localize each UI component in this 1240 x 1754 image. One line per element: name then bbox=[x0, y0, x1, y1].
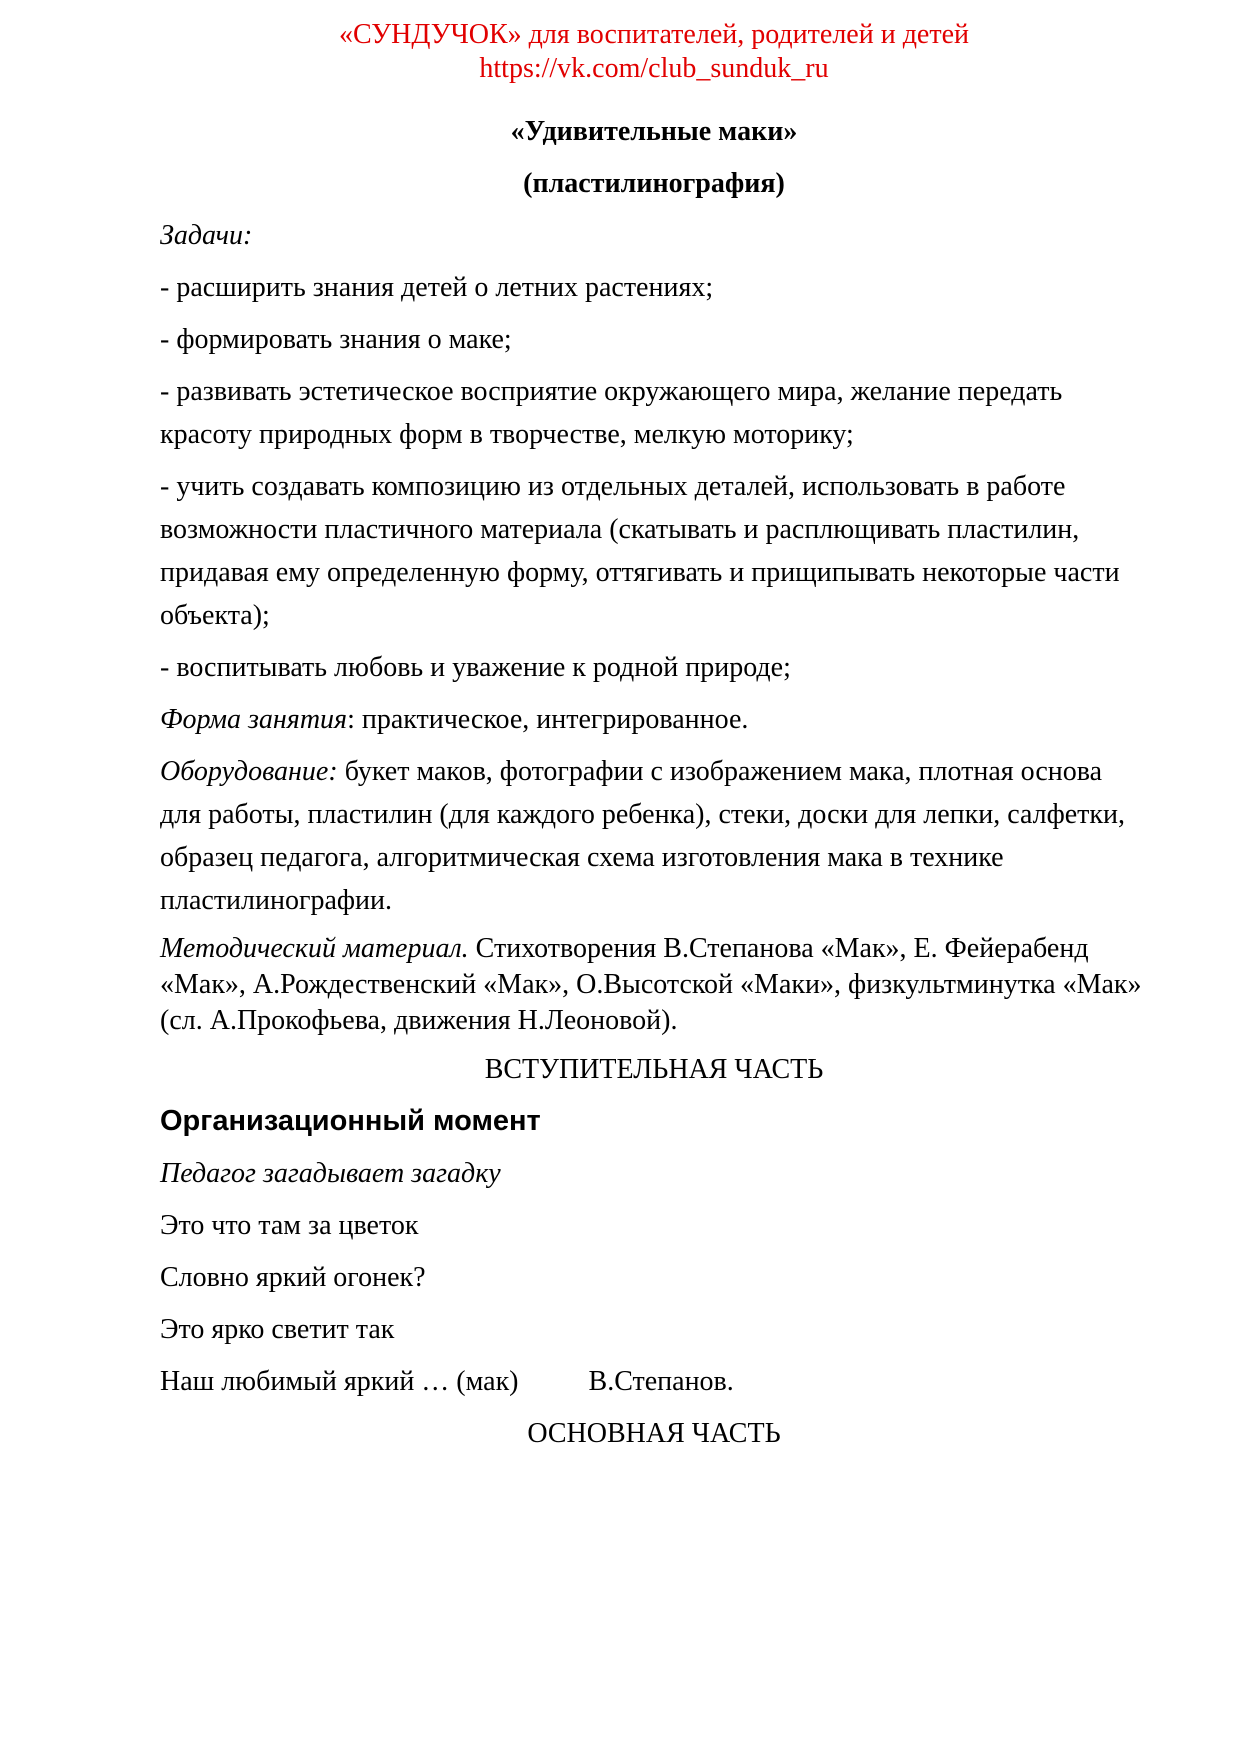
doc-title: «Удивительные маки» bbox=[510, 116, 798, 147]
equipment-label: Оборудование: bbox=[160, 756, 338, 787]
poem-author: В.Степанов. bbox=[588, 1366, 734, 1397]
methodical-value: Стихотворения В.Степанова «Мак», Е. Фейерабенд «Мак», А.Рождественский «Мак», О.Высотской «Маки», физкультминутка «Мак» (сл. А.Прокофьева, движения Н.Леоновой). bbox=[160, 933, 1142, 1036]
poem-line: Это ярко светит так bbox=[160, 1314, 395, 1345]
task-item: - развивать эстетическое восприятие окружающего мира, желание передать красоту природных форм в творчестве, мелкую моторику; bbox=[160, 376, 1063, 450]
section-heading-main: ОСНОВНАЯ ЧАСТЬ bbox=[527, 1418, 781, 1449]
lesson-form-label: Форма занятия bbox=[160, 704, 348, 735]
page-header bbox=[160, 18, 1148, 86]
poem-line-text: Наш любимый яркий … (мак) bbox=[160, 1366, 519, 1397]
poem-last-line bbox=[160, 1360, 1148, 1403]
header-vk-link[interactable]: https://vk.com/club_sunduk_ru bbox=[479, 53, 829, 84]
org-moment-heading: Организационный момент bbox=[160, 1105, 541, 1137]
methodical-label: Методический материал. bbox=[160, 933, 469, 964]
equipment-paragraph bbox=[160, 750, 1148, 922]
lesson-form-value: : практическое, интегрированное. bbox=[347, 704, 749, 735]
riddle-lead: Педагог загадывает загадку bbox=[160, 1158, 501, 1189]
task-item: - учить создавать композицию из отдельных деталей, использовать в работе возможности пластичного материала (скатывать и расплющивать пластилин, придавая ему определенную форму, оттягивать и прищипывать некоторые части объекта); bbox=[160, 471, 1120, 631]
task-item: - расширить знания детей о летних растениях; bbox=[160, 272, 714, 303]
methodical-paragraph bbox=[160, 931, 1148, 1039]
poem-line: Это что там за цветок bbox=[160, 1210, 419, 1241]
task-item: - формировать знания о маке; bbox=[160, 324, 512, 355]
task-item: - воспитывать любовь и уважение к родной природе; bbox=[160, 652, 791, 683]
lesson-form-paragraph bbox=[160, 698, 1148, 741]
header-community-name: «СУНДУЧОК» для воспитателей, родителей и детей bbox=[338, 19, 970, 50]
equipment-value: букет маков, фотографии с изображением мака, плотная основа для работы, пластилин (для каждого ребенка), стеки, доски для лепки, салфетки, образец педагога, алгоритмическая схема изготовления мака в технике пластилинографии. bbox=[160, 756, 1126, 916]
tasks-heading: Задачи: bbox=[160, 220, 253, 251]
doc-subtitle: (пластилинография) bbox=[523, 168, 785, 199]
poem-line: Словно яркий огонек? bbox=[160, 1262, 426, 1293]
section-heading-intro: ВСТУПИТЕЛЬНАЯ ЧАСТЬ bbox=[484, 1054, 824, 1085]
